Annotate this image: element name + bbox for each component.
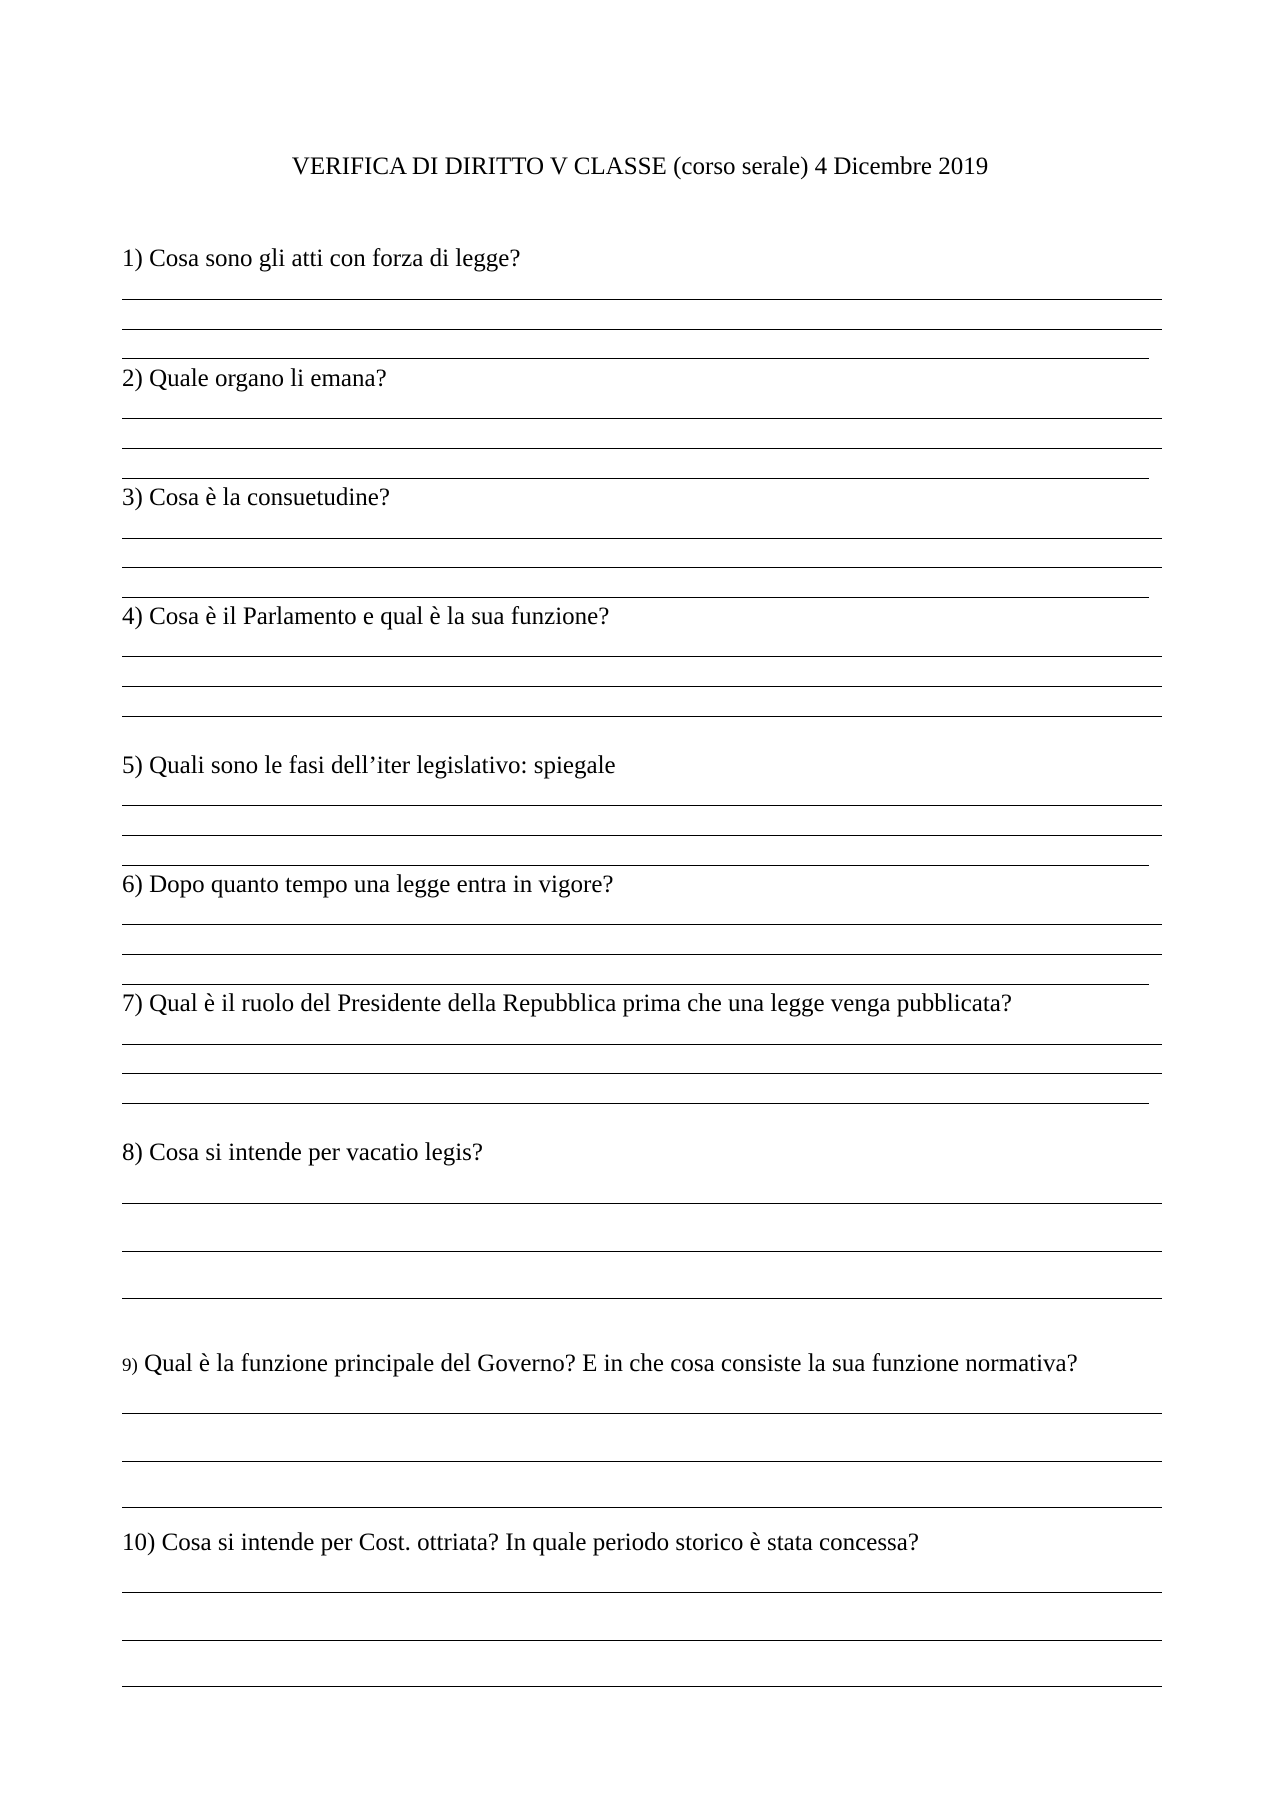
question-text: Cosa è il Parlamento e qual è la sua funzione? [149,603,610,630]
answer-line[interactable] [122,1461,1162,1462]
answer-line[interactable] [122,1298,1162,1299]
question-text: Cosa si intende per vacatio legis? [149,1139,484,1166]
answer-line[interactable] [122,835,1162,836]
question-number: 7) [122,990,143,1017]
question-4 [122,602,609,632]
question-number: 9) [122,1355,138,1376]
answer-line[interactable] [122,1413,1162,1414]
answer-line[interactable] [122,478,1149,479]
answer-line[interactable] [122,924,1162,925]
question-text: Qual è il ruolo del Presidente della Repubblica prima che una legge venga pubblicata? [149,990,1012,1017]
answer-line[interactable] [122,329,1162,330]
question-text: Cosa si intende per Cost. ottriata? In quale periodo storico è stata concessa? [161,1529,919,1556]
answer-line[interactable] [122,984,1149,985]
answer-line[interactable] [122,567,1162,568]
question-number: 6) [122,871,143,898]
question-2 [122,364,387,394]
question-number: 8) [122,1139,143,1166]
answer-line[interactable] [122,805,1162,806]
question-6 [122,870,614,900]
answer-line[interactable] [122,686,1162,687]
answer-line[interactable] [122,1044,1162,1045]
answer-line[interactable] [122,1251,1162,1252]
answer-line[interactable] [122,1073,1162,1074]
answer-line[interactable] [122,1640,1162,1641]
answer-line[interactable] [122,448,1162,449]
question-text: Cosa sono gli atti con forza di legge? [149,245,521,272]
question-9 [122,1349,1078,1381]
question-number: 10) [122,1529,156,1556]
answer-line[interactable] [122,418,1162,419]
question-text: Dopo quanto tempo una legge entra in vigore? [149,871,614,898]
answer-line[interactable] [122,358,1149,359]
page-title: VERIFICA DI DIRITTO V CLASSE (corso serale) 4 Dicembre 2019 [291,153,989,180]
question-10 [122,1528,919,1558]
answer-line[interactable] [122,1103,1149,1104]
answer-line[interactable] [122,865,1149,866]
question-1 [122,244,521,274]
answer-line[interactable] [122,597,1149,598]
question-number: 2) [122,365,143,392]
question-text: Qual è la funzione principale del Governo? E in che cosa consiste la sua funzione normativa? [144,1350,1078,1377]
answer-line[interactable] [122,716,1162,717]
question-number: 3) [122,484,143,511]
answer-line[interactable] [122,299,1162,300]
question-number: 4) [122,603,143,630]
answer-line[interactable] [122,1686,1162,1687]
answer-line[interactable] [122,1507,1162,1508]
question-text: Quale organo li emana? [149,365,387,392]
question-number: 1) [122,245,143,272]
question-7 [122,989,1012,1019]
question-text: Cosa è la consuetudine? [149,484,390,511]
answer-line[interactable] [122,1203,1162,1204]
answer-line[interactable] [122,656,1162,657]
question-8 [122,1138,483,1168]
question-text: Quali sono le fasi dell’iter legislativo: spiegale [149,752,616,779]
answer-line[interactable] [122,1592,1162,1593]
question-number: 5) [122,752,143,779]
answer-line[interactable] [122,954,1162,955]
question-5 [122,751,616,781]
answer-line[interactable] [122,538,1162,539]
question-3 [122,483,390,513]
